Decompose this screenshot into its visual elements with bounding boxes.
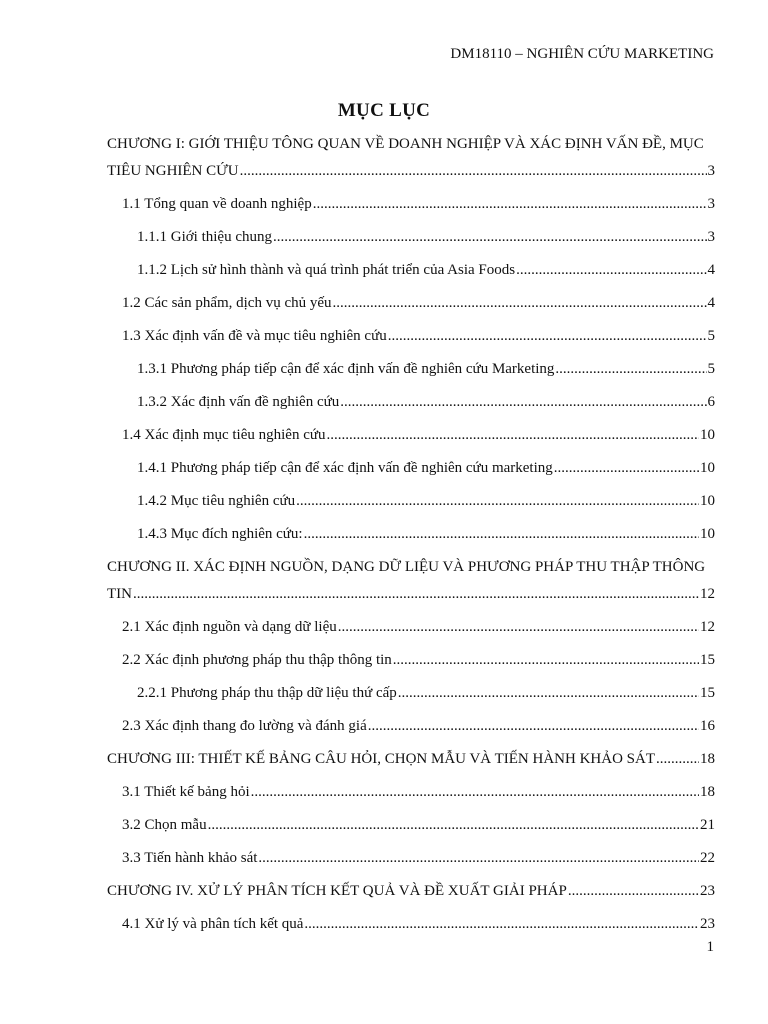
dot-leader	[133, 584, 699, 604]
toc-entry-title-line1: CHƯƠNG II. XÁC ĐỊNH NGUỒN, DẠNG DỮ LIỆU VÀ PHƯƠNG PHÁP THU THẬP THÔNG	[107, 559, 706, 575]
toc-entry-title: TIÊU NGHIÊN CỨU	[107, 163, 239, 179]
toc-entry-title: 1.3.2 Xác định vấn đề nghiên cứu	[137, 394, 340, 410]
toc-entry-page: 21	[700, 817, 715, 833]
table-of-contents	[107, 134, 715, 947]
toc-entry-title: 3.2 Chọn mẫu	[122, 817, 207, 833]
dot-leader	[368, 716, 699, 736]
toc-entry[interactable]	[107, 326, 715, 359]
document-header: DM18110 – NGHIÊN CỨU MARKETING	[450, 46, 714, 62]
toc-entry[interactable]	[107, 782, 715, 815]
toc-entry[interactable]	[107, 524, 715, 557]
toc-entry-title: 1.4 Xác định mục tiêu nghiên cứu	[122, 427, 326, 443]
dot-leader	[656, 749, 699, 769]
toc-entry[interactable]	[107, 227, 715, 260]
toc-entry[interactable]	[107, 914, 715, 947]
toc-entry[interactable]	[107, 716, 715, 749]
dot-leader	[304, 524, 699, 544]
toc-entry-title: 1.3.1 Phương pháp tiếp cận để xác định vấn đề nghiên cứu Marketing	[137, 361, 555, 377]
toc-entry-page: 23	[700, 916, 715, 932]
toc-entry[interactable]	[107, 557, 715, 617]
toc-entry-page: 3	[707, 229, 715, 245]
toc-entry-page: 10	[700, 493, 715, 509]
toc-entry-page: 15	[700, 652, 715, 668]
toc-entry-title: CHƯƠNG III: THIẾT KẾ BẢNG CÂU HỎI, CHỌN MẪU VÀ TIẾN HÀNH KHẢO SÁT	[107, 751, 656, 767]
toc-entry-title: CHƯƠNG IV. XỬ LÝ PHÂN TÍCH KẾT QUẢ VÀ ĐỀ XUẤT GIẢI PHÁP	[107, 883, 567, 899]
toc-entry-page: 18	[700, 784, 715, 800]
toc-entry[interactable]	[107, 293, 715, 326]
toc-entry[interactable]	[107, 617, 715, 650]
toc-entry-title-line1: CHƯƠNG I: GIỚI THIỆU TÔNG QUAN VỀ DOANH NGHIỆP VÀ XÁC ĐỊNH VẤN ĐỀ, MỤC	[107, 136, 704, 152]
dot-leader	[313, 194, 707, 214]
page-number: 1	[706, 939, 714, 955]
dot-leader	[393, 650, 699, 670]
toc-entry-title: 2.3 Xác định thang đo lường và đánh giá	[122, 718, 367, 734]
toc-entry-title: 3.1 Thiết kế bảng hỏi	[122, 784, 250, 800]
toc-entry[interactable]	[107, 881, 715, 914]
toc-entry-page: 4	[707, 262, 715, 278]
toc-entry[interactable]	[107, 425, 715, 458]
toc-entry-page: 4	[707, 295, 715, 311]
toc-entry[interactable]	[107, 134, 715, 194]
toc-entry-title: 2.2.1 Phương pháp thu thập dữ liệu thứ cấp	[137, 685, 397, 701]
toc-entry-page: 15	[700, 685, 715, 701]
dot-leader	[304, 914, 699, 934]
dot-leader	[555, 359, 706, 379]
toc-entry-page: 10	[700, 526, 715, 542]
toc-entry-title: 4.1 Xử lý và phân tích kết quả	[122, 916, 304, 932]
toc-entry[interactable]	[107, 848, 715, 881]
toc-entry-title: 1.1.2 Lịch sử hình thành và quá trình phát triển của Asia Foods	[137, 262, 516, 278]
dot-leader	[273, 227, 707, 247]
dot-leader	[296, 491, 699, 511]
dot-leader	[333, 293, 707, 313]
toc-entry[interactable]	[107, 260, 715, 293]
toc-entry[interactable]	[107, 458, 715, 491]
toc-entry-page: 5	[707, 361, 715, 377]
dot-leader	[208, 815, 699, 835]
toc-entry-page: 3	[707, 196, 715, 212]
toc-entry-title: 1.2 Các sản phẩm, dịch vụ chủ yếu	[122, 295, 332, 311]
toc-entry-title: 1.4.1 Phương pháp tiếp cận để xác định vấn đề nghiên cứu marketing	[137, 460, 553, 476]
toc-entry[interactable]	[107, 491, 715, 524]
toc-entry-page: 6	[707, 394, 715, 410]
toc-entry-title: TIN	[107, 586, 132, 602]
toc-entry-title: 1.4.3 Mục đích nghiên cứu:	[137, 526, 303, 542]
toc-entry[interactable]	[107, 749, 715, 782]
dot-leader	[568, 881, 699, 901]
dot-leader	[251, 782, 699, 802]
toc-entry[interactable]	[107, 359, 715, 392]
toc-entry-title: 1.1.1 Giới thiệu chung	[137, 229, 272, 245]
toc-entry[interactable]	[107, 194, 715, 227]
toc-entry-page: 23	[700, 883, 715, 899]
toc-entry-page: 5	[707, 328, 715, 344]
toc-entry-title: 1.4.2 Mục tiêu nghiên cứu	[137, 493, 296, 509]
toc-entry-title: 2.1 Xác định nguồn và dạng dữ liệu	[122, 619, 337, 635]
dot-leader	[340, 392, 706, 412]
toc-entry-title: 1.1 Tổng quan về doanh nghiệp	[122, 196, 312, 212]
dot-leader	[338, 617, 699, 637]
toc-entry-page: 10	[700, 460, 715, 476]
toc-entry-page: 12	[700, 619, 715, 635]
dot-leader	[388, 326, 707, 346]
toc-entry-page: 18	[700, 751, 715, 767]
toc-entry-page: 16	[700, 718, 715, 734]
toc-entry-title: 1.3 Xác định vấn đề và mục tiêu nghiên cứu	[122, 328, 387, 344]
toc-entry[interactable]	[107, 392, 715, 425]
toc-entry-page: 10	[700, 427, 715, 443]
dot-leader	[398, 683, 699, 703]
toc-entry-title: 3.3 Tiến hành khảo sát	[122, 850, 258, 866]
dot-leader	[240, 161, 707, 181]
dot-leader	[327, 425, 700, 445]
toc-entry[interactable]	[107, 815, 715, 848]
toc-entry[interactable]	[107, 650, 715, 683]
toc-entry-page: 3	[707, 163, 715, 179]
toc-entry-page: 12	[700, 586, 715, 602]
toc-entry[interactable]	[107, 683, 715, 716]
toc-entry-page: 22	[700, 850, 715, 866]
dot-leader	[554, 458, 699, 478]
toc-entry-title: 2.2 Xác định phương pháp thu thập thông tin	[122, 652, 392, 668]
dot-leader	[258, 848, 699, 868]
toc-title: MỤC LỤC	[337, 100, 431, 121]
dot-leader	[516, 260, 706, 280]
